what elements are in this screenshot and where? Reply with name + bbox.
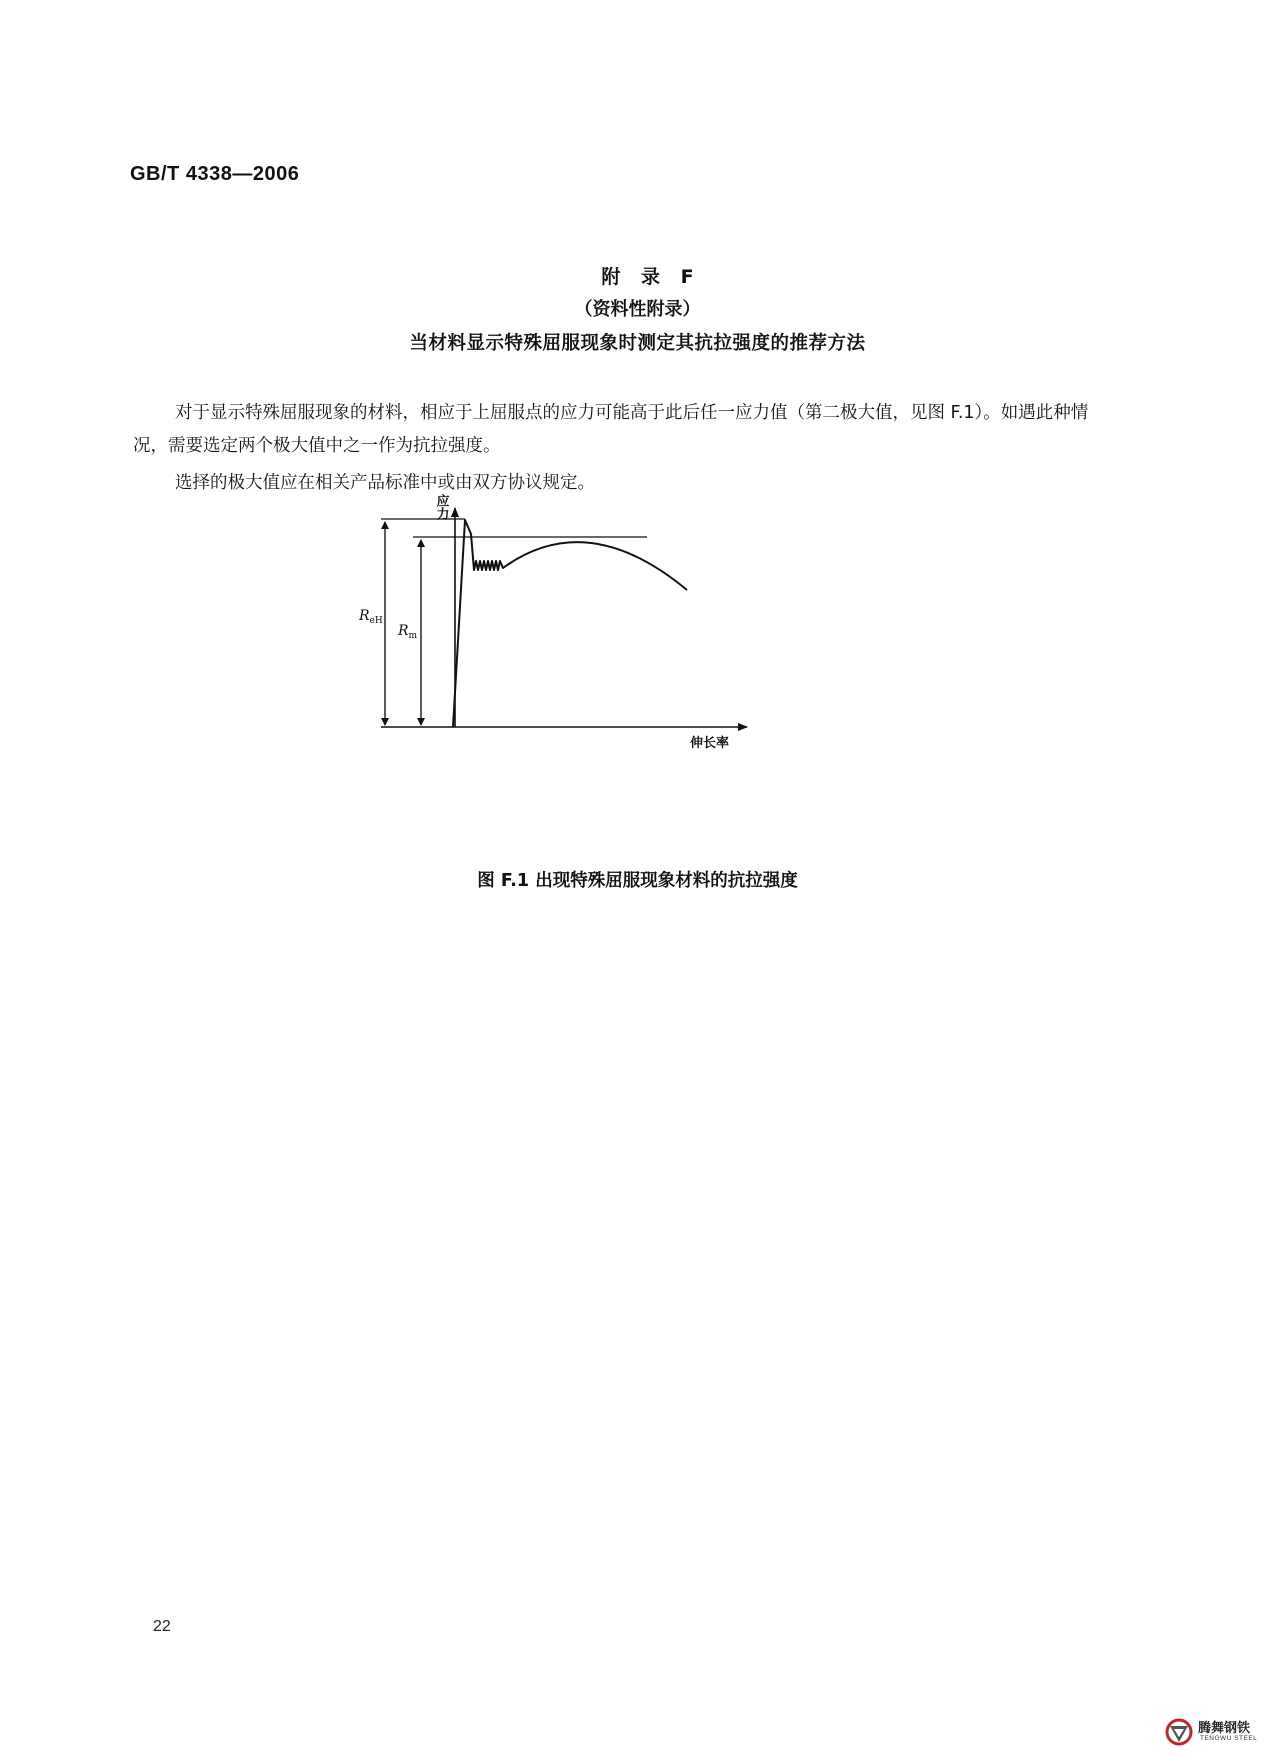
reh-symbol: R: [359, 608, 370, 624]
x-axis-label: 伸长率: [690, 736, 730, 751]
annex-heading: 当材料显示特殊屈服现象时测定其抗拉强度的推荐方法: [409, 333, 866, 354]
company-logo: [1164, 1715, 1274, 1751]
rm-label: [397, 623, 418, 641]
annex-type: （资料性附录）: [574, 299, 701, 320]
tengwu-logo-icon: [1164, 1717, 1194, 1747]
figure-caption: 图 F.1 出现特殊屈服现象材料的抗拉强度: [477, 871, 798, 891]
annex-title: 附 录 F: [601, 266, 694, 288]
stress-strain-diagram: [359, 494, 850, 845]
stress-strain-curve: [453, 520, 687, 727]
logo-name: 腾舞钢铁: [1198, 1721, 1251, 1736]
body-paragraph-1: 对于显示特殊屈服现象的材料，相应于上屈服点的应力可能高于此后任一应力值（第二极大值，见图 F.1）。如遇此种情况，需要选定两个极大值中之一作为抗拉强度。: [133, 403, 1089, 456]
page-number: 22: [153, 1618, 171, 1635]
stress-strain-figure: [359, 494, 850, 845]
body-paragraph-2: 选择的极大值应在相关产品标准中或由双方协议规定。: [175, 473, 595, 493]
logo-subtitle: TENGWU STEEL: [1200, 1735, 1258, 1742]
reh-subscript: eH: [369, 616, 383, 626]
rm-subscript: m: [408, 631, 418, 641]
y-axis-label: 应力: [433, 494, 449, 520]
rm-symbol: R: [398, 623, 409, 639]
reh-label: [358, 608, 383, 626]
standard-code: GB/T 4338—2006: [130, 163, 300, 185]
